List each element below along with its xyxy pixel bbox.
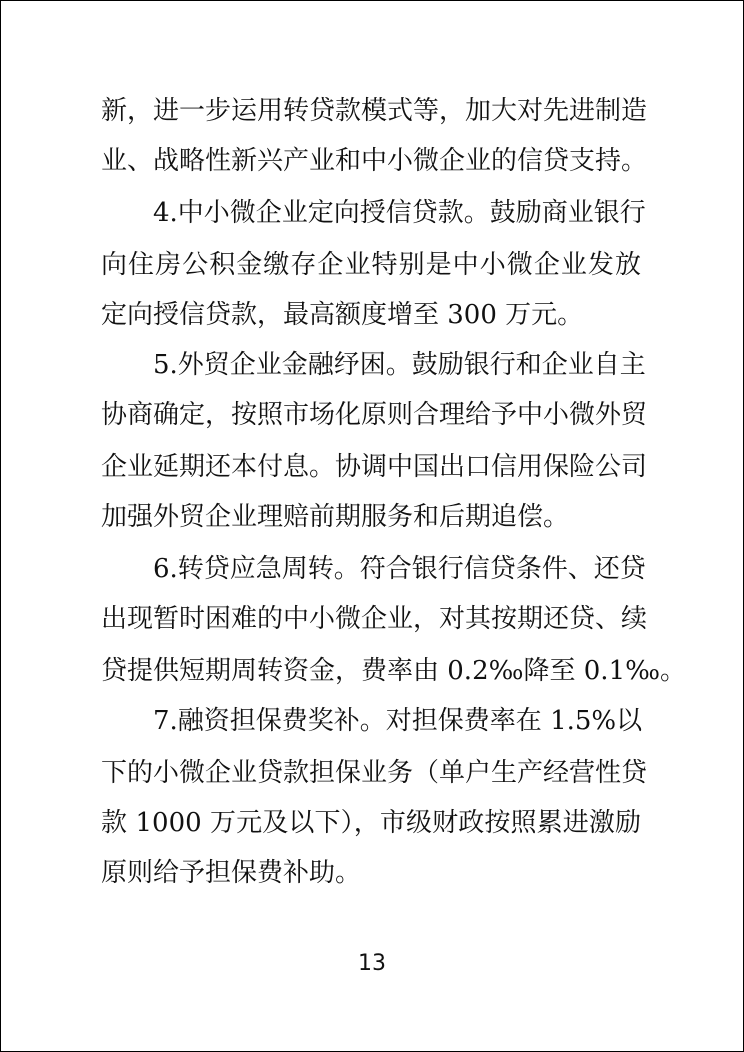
section-heading-line: 6.转贷应急周转。符合银行信贷条件、还贷	[153, 554, 646, 584]
text-line: 款 1000 万元及以下），市级财政按照累进激励	[101, 808, 641, 838]
text-line: 企业延期还本付息。协调中国出口信用保险公司	[101, 452, 648, 482]
text-line: 贷提供短期周转资金，费率由 0.2‰降至 0.1‰。	[101, 656, 687, 686]
text-line: 向住房公积金缴存企业特别是中小微企业发放	[101, 250, 641, 280]
section-heading-line: 5.外贸企业金融纾困。鼓励银行和企业自主	[153, 350, 646, 380]
text-line: 出现暂时困难的中小微企业，对其按期还贷、续	[101, 604, 648, 634]
text-line: 原则给予担保费补助。	[101, 858, 362, 888]
section-heading-line: 4.中小微企业定向授信贷款。鼓励商业银行	[153, 198, 646, 228]
text-line: 协商确定，按照市场化原则合理给予中小微外贸	[101, 400, 648, 430]
text-line: 下的小微企业贷款担保业务（单户生产经营性贷	[101, 758, 648, 788]
text-line: 加强外贸企业理赔前期服务和后期追偿。	[101, 502, 570, 532]
text-line: 业、战略性新兴产业和中小微企业的信贷支持。	[101, 146, 648, 176]
section-heading-line: 7.融资担保费奖补。对担保费率在 1.5%以	[153, 706, 643, 736]
text-line: 定向授信贷款，最高额度增至 300 万元。	[101, 300, 584, 330]
page-number: 13	[358, 951, 386, 976]
text-line: 新，进一步运用转贷款模式等，加大对先进制造	[101, 96, 648, 126]
